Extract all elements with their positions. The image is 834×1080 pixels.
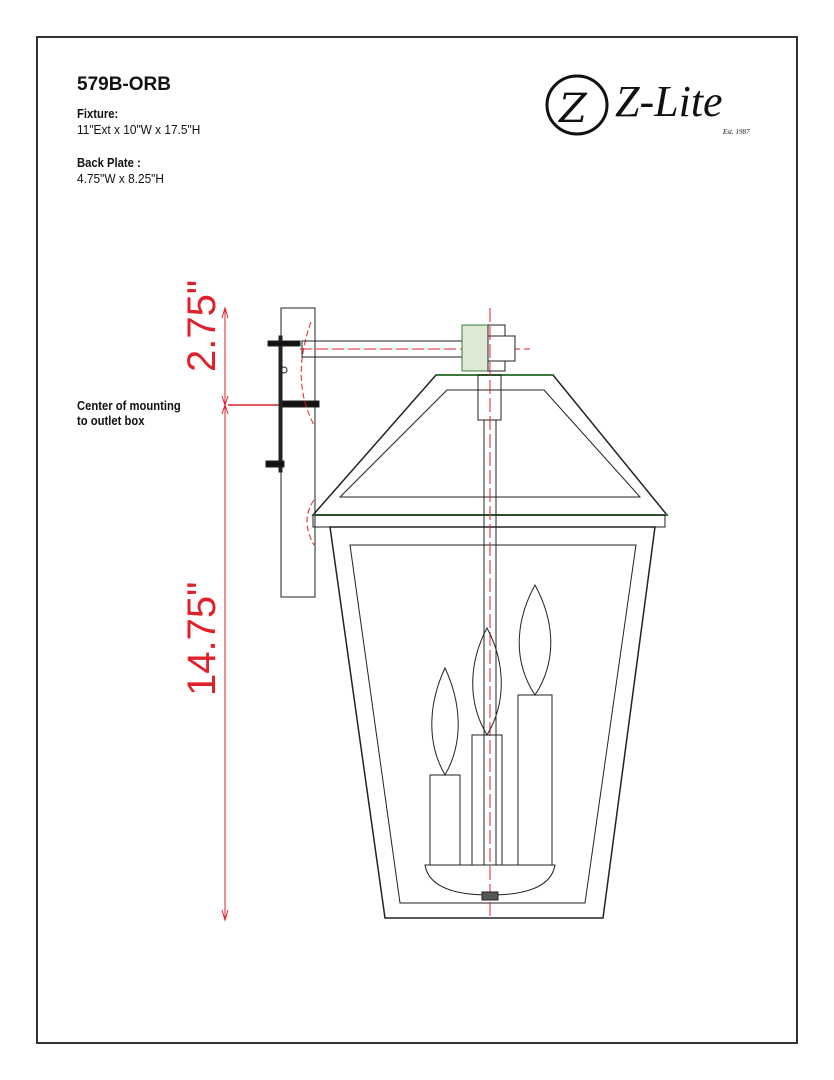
logo-text: Z-Lite bbox=[615, 77, 723, 126]
lantern-body bbox=[330, 527, 655, 918]
dimension-upper: 2.75" bbox=[180, 279, 224, 372]
back-plate bbox=[266, 308, 319, 597]
note-line-1: Center of mounting bbox=[77, 399, 181, 413]
back-plate-label: Back Plate : bbox=[77, 156, 141, 170]
back-plate-dimensions: 4.75"W x 8.25"H bbox=[77, 172, 164, 186]
fixture-label: Fixture: bbox=[77, 107, 119, 121]
model-number: 579B-ORB bbox=[77, 74, 171, 95]
center-rod bbox=[478, 308, 501, 920]
fixture-dimensions: 11"Ext x 10"W x 17.5"H bbox=[77, 123, 201, 137]
arm bbox=[300, 325, 530, 371]
note-line-2: to outlet box bbox=[77, 414, 145, 428]
dimension-line bbox=[222, 308, 282, 920]
dimension-lower: 14.75" bbox=[180, 581, 224, 696]
logo-tagline: Est. 1987 bbox=[723, 128, 750, 136]
roof bbox=[313, 375, 667, 527]
svg-text:Z: Z bbox=[559, 86, 587, 132]
